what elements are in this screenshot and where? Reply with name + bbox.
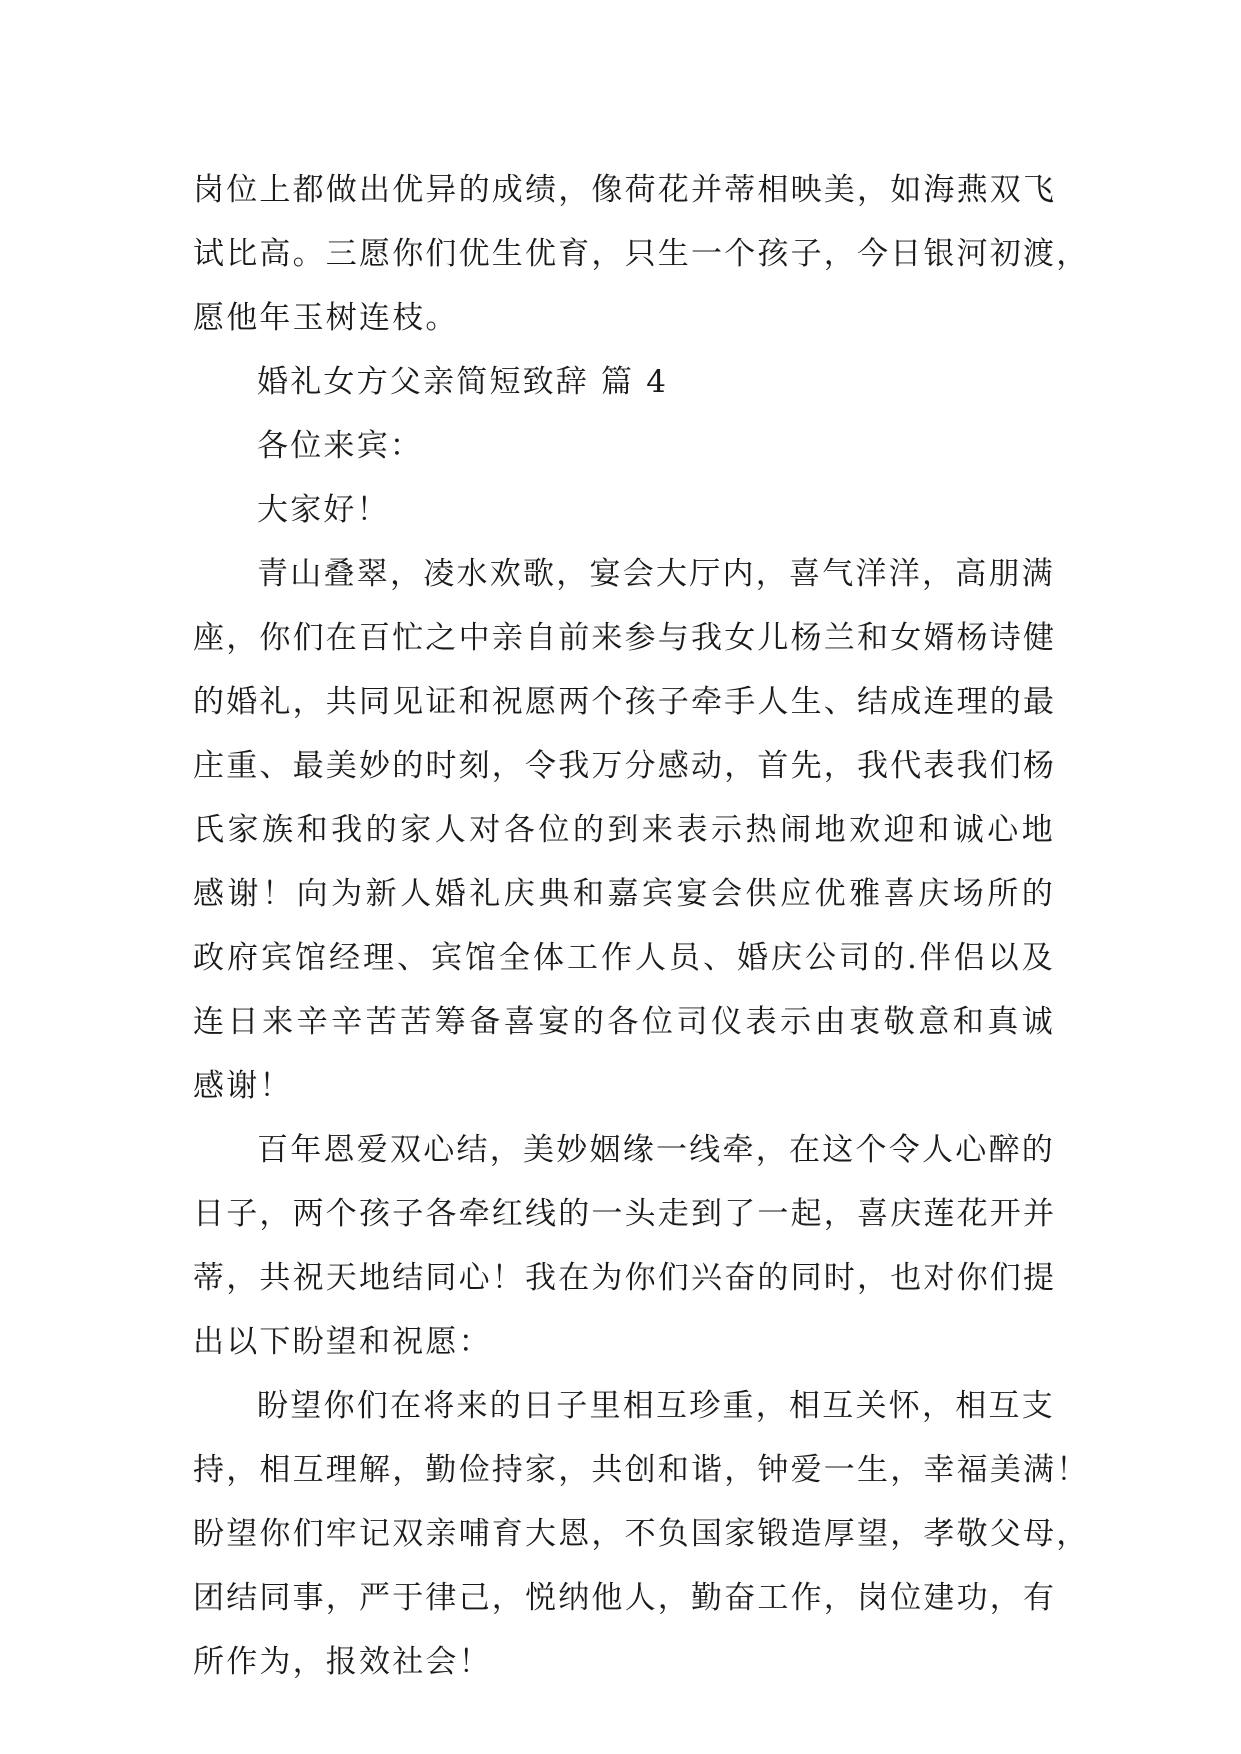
text-line: 所作为，报效社会！ (193, 1644, 492, 1680)
text-line: 感谢！向为新人婚礼庆典和嘉宾宴会供应优雅喜庆场所的 (193, 876, 1055, 912)
text-line: 感谢！ (193, 1068, 293, 1104)
text-line: 座，你们在百忙之中亲自前来参与我女儿杨兰和女婿杨诗健 (193, 620, 1057, 656)
text-line: 氏家族和我的家人对各位的到来表示热闹地欢迎和诚心地 (193, 812, 1055, 848)
text-line: 盼望你们在将来的日子里相互珍重，相互关怀，相互支 (257, 1388, 1055, 1424)
text-line: 百年恩爱双心结，美妙姻缘一线牵，在这个令人心醉的 (257, 1132, 1055, 1168)
text-line: 政府宾馆经理、宾馆全体工作人员、婚庆公司的.伴侣以及 (193, 940, 1055, 976)
text-line: 试比高。三愿你们优生优育，只生一个孩子，今日银河初渡， (193, 236, 1090, 272)
text-line: 庄重、最美妙的时刻，令我万分感动，首先，我代表我们杨 (193, 748, 1057, 784)
text-line: 出以下盼望和祝愿： (193, 1324, 492, 1360)
text-line: 岗位上都做出优异的成绩，像荷花并蒂相映美，如海燕双飞 (193, 172, 1057, 208)
text-line: 蒂，共祝天地结同心！我在为你们兴奋的同时，也对你们提 (193, 1260, 1057, 1296)
section-heading: 婚礼女方父亲简短致辞 篇 4 (257, 364, 669, 400)
text-line: 日子，两个孩子各牵红线的一头走到了一起，喜庆莲花开并 (193, 1196, 1057, 1232)
salutation: 各位来宾： (257, 428, 423, 464)
text-line: 愿他年玉树连枝。 (193, 300, 459, 336)
text-line: 青山叠翠，凌水欢歌，宴会大厅内，喜气洋洋，高朋满 (257, 556, 1055, 592)
text-line: 连日来辛辛苦苦筹备喜宴的各位司仪表示由衷敬意和真诚 (193, 1004, 1055, 1040)
text-line: 团结同事，严于律己，悦纳他人，勤奋工作，岗位建功，有 (193, 1580, 1057, 1616)
greeting: 大家好！ (257, 492, 390, 528)
text-line: 盼望你们牢记双亲哺育大恩，不负国家锻造厚望，孝敬父母， (193, 1516, 1090, 1552)
text-line: 持，相互理解，勤俭持家，共创和谐，钟爱一生，幸福美满！ (193, 1452, 1090, 1488)
document-body (193, 158, 1090, 1694)
text-line: 的婚礼，共同见证和祝愿两个孩子牵手人生、结成连理的最 (193, 684, 1057, 720)
